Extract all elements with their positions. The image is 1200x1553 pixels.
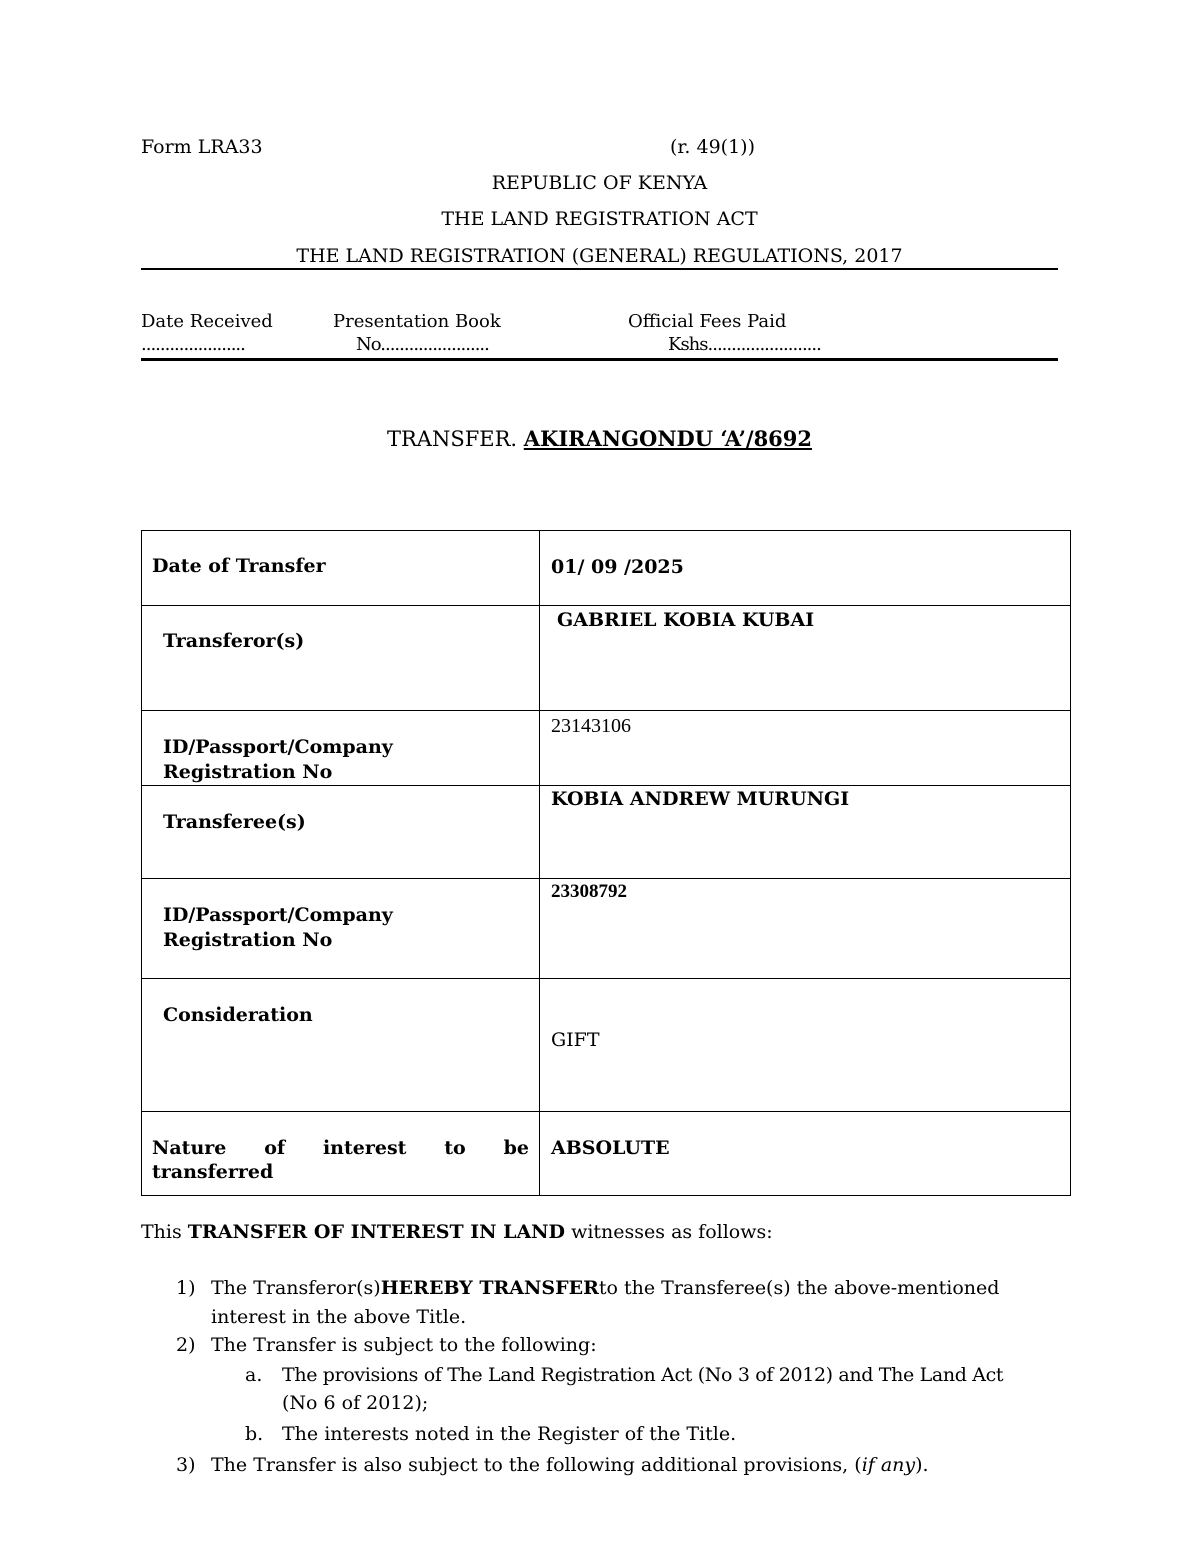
witness-intro bbox=[141, 1221, 773, 1243]
table-row-consideration bbox=[142, 979, 1071, 1112]
item-2b-letter: b. bbox=[245, 1423, 264, 1445]
intro-text: This bbox=[141, 1221, 182, 1243]
official-fees-label: Official Fees Paid bbox=[628, 311, 787, 332]
header-regulations: THE LAND REGISTRATION (GENERAL) REGULATIONS, 2017 bbox=[296, 245, 903, 267]
transferee-id-label-line2: Registration No bbox=[163, 929, 333, 951]
item-3-pre: The Transfer is also subject to the following additional provisions, ( bbox=[211, 1454, 862, 1476]
item-1-bold: HEREBY TRANSFER bbox=[380, 1277, 599, 1299]
item-2-number: 2) bbox=[176, 1334, 196, 1356]
date-value-cell bbox=[540, 531, 1071, 606]
intro-bold-text: TRANSFER OF INTEREST IN LAND bbox=[187, 1221, 566, 1243]
transferor-id-value-cell bbox=[540, 711, 1071, 786]
header-republic: REPUBLIC OF KENYA bbox=[491, 172, 708, 194]
nature-label-line2: transferred bbox=[152, 1161, 274, 1183]
item-1-number: 1) bbox=[176, 1277, 196, 1299]
consideration-label-cell bbox=[142, 979, 540, 1112]
parcel-number: AKIRANGONDU ‘A’/8692 bbox=[523, 426, 813, 451]
item-2a-line1: The provisions of The Land Registration Act (No 3 of 2012) and The Land Act bbox=[282, 1364, 1004, 1386]
transferor-id-value: 23143106 bbox=[551, 715, 631, 737]
item-2-text: The Transfer is subject to the following: bbox=[211, 1334, 597, 1356]
transferee-id-label-cell bbox=[142, 879, 540, 979]
table-row-transferor-id bbox=[142, 711, 1071, 786]
nature-word: to bbox=[444, 1137, 466, 1159]
nature-value-cell bbox=[540, 1112, 1071, 1196]
consideration-label: Consideration bbox=[163, 1004, 313, 1026]
item-2b-text: The interests noted in the Register of the Title. bbox=[282, 1423, 737, 1445]
presentation-book-no-field: No....................... bbox=[356, 334, 489, 355]
item-3-text bbox=[211, 1454, 929, 1476]
consideration-value-cell bbox=[540, 979, 1071, 1112]
transferor-value-cell bbox=[540, 606, 1071, 711]
date-received-field: ...................... bbox=[141, 334, 245, 355]
table-row-transferee bbox=[142, 786, 1071, 879]
intro-text-end: witnesses as follows: bbox=[571, 1221, 773, 1243]
consideration-value: GIFT bbox=[551, 1029, 600, 1051]
transferor-id-label-cell bbox=[142, 711, 540, 786]
nature-label-line1 bbox=[152, 1137, 529, 1159]
date-of-transfer-value: 01/ 09 /2025 bbox=[551, 556, 684, 578]
transferor-label-cell bbox=[142, 606, 540, 711]
presentation-book-label: Presentation Book bbox=[333, 311, 501, 332]
table-row-transferee-id bbox=[142, 879, 1071, 979]
item-1-pre: The Transferor(s) bbox=[211, 1277, 381, 1299]
transferee-label-cell bbox=[142, 786, 540, 879]
date-label-cell bbox=[142, 531, 540, 606]
transferee-value-cell bbox=[540, 786, 1071, 879]
nature-label-cell bbox=[142, 1112, 540, 1196]
transfer-title-prefix: TRANSFER. bbox=[386, 427, 518, 451]
header-rule bbox=[141, 268, 1058, 270]
table-row-transferor bbox=[142, 606, 1071, 711]
nature-word: of bbox=[264, 1137, 286, 1159]
item-3-number: 3) bbox=[176, 1454, 196, 1476]
item-2a-letter: a. bbox=[245, 1364, 263, 1386]
transferee-id-value: 23308792 bbox=[551, 881, 627, 902]
item-1-line2: interest in the above Title. bbox=[211, 1306, 467, 1328]
item-1-post: to the Transferee(s) the above-mentioned bbox=[598, 1277, 1000, 1299]
date-received-label: Date Received bbox=[141, 311, 273, 332]
date-of-transfer-label: Date of Transfer bbox=[152, 555, 326, 577]
transfer-details-table bbox=[141, 530, 1071, 1196]
nature-word: Nature bbox=[152, 1137, 227, 1159]
header-act: THE LAND REGISTRATION ACT bbox=[441, 208, 758, 230]
form-id: Form LRA33 bbox=[141, 136, 263, 158]
item-1-line1 bbox=[211, 1277, 1057, 1299]
nature-word: interest bbox=[322, 1137, 407, 1159]
official-fees-kshs-field: Kshs........................ bbox=[668, 334, 821, 355]
nature-word: be bbox=[503, 1137, 529, 1159]
transferor-label: Transferor(s) bbox=[163, 630, 305, 652]
transferor-value: GABRIEL KOBIA KUBAI bbox=[557, 609, 815, 631]
rule-reference: (r. 49(1)) bbox=[670, 136, 755, 158]
transferor-id-label-line2: Registration No bbox=[163, 761, 333, 783]
office-use-rule bbox=[141, 358, 1058, 361]
transferee-value: KOBIA ANDREW MURUNGI bbox=[551, 788, 850, 810]
item-1-text bbox=[211, 1277, 999, 1299]
transferor-id-label-line1: ID/Passport/Company bbox=[163, 736, 393, 758]
table-row-nature bbox=[142, 1112, 1071, 1196]
nature-value: ABSOLUTE bbox=[551, 1137, 670, 1159]
transfer-title bbox=[141, 426, 1058, 451]
item-2a-line2: (No 6 of 2012); bbox=[282, 1392, 429, 1414]
transferee-id-value-cell bbox=[540, 879, 1071, 979]
item-3-italic: if any bbox=[861, 1454, 916, 1476]
transferee-label: Transferee(s) bbox=[163, 811, 306, 833]
table-row-date bbox=[142, 531, 1071, 606]
transferee-id-label-line1: ID/Passport/Company bbox=[163, 904, 393, 926]
item-3-post: ). bbox=[915, 1454, 929, 1476]
